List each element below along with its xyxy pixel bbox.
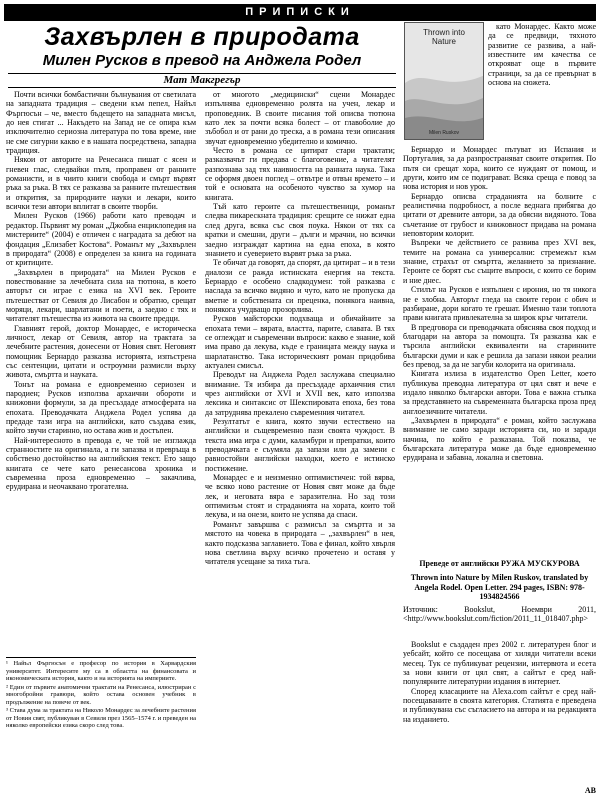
section-banner: ПРИПИСКИ xyxy=(4,4,596,21)
paragraph: Стилът на Русков е изпълнен с ирония, но тя никога не е злобна. Авторът гледа на своите герои с обич и разбиране, дори когато те грешат. Именно тази топлота прави книгата привлекателна за широк кръг читатели. xyxy=(403,285,596,323)
article-column-1 xyxy=(6,90,196,655)
headline: Захвърлен в природата xyxy=(44,23,360,51)
article-column-2 xyxy=(205,90,395,795)
source-link[interactable]: Източник: Bookslut, Ноември 2011, <http://www.bookslut.com/fiction/2011_11_018407.php> xyxy=(403,605,596,624)
paragraph: „Захвърлен в природата“ е роман, който заслужава внимание не само заради историята си, но и заради начина, по който е разказана. Той показва, че българската литература може да бъде едновременно ерудирана и забавна, локална и световна. xyxy=(403,415,596,463)
footnote: ³ Става дума за трактата на Николо Монардес за лечебните растения от Новия свят, публикуван в Севиля през 1565–1574 г. и преведен на няколко европейски езика скоро след това. xyxy=(6,707,196,729)
cover-title-line: Nature xyxy=(431,37,456,46)
paragraph: Bookslut е създаден през 2002 г. литературен блог и уебсайт, който се посещава от хиляди читатели всеки месец. Тук се публикуват рецензии, интервюта и есета за нови книги от цял свят, а сайтът е сред най-популярните литературни издания в интернет. xyxy=(403,640,596,687)
paragraph: Тъй като героите са пътешественици, романът следва пикарескната традиция: срещите се нижат една след друга, всяка със своя поука. Някои от тях са кратки и смешни, други – дълги и мрачни, но всички заедно изграждат картина на една епоха, в която знанието и суеверието вървят ръка за ръка. xyxy=(205,202,395,258)
about-source-note xyxy=(403,640,596,785)
author-initials: АВ xyxy=(584,786,596,795)
cover-title-line: Thrown into xyxy=(423,28,465,37)
article-column-3 xyxy=(403,145,596,556)
paragraph: Монардес е и неизменно оптимистичен: той вярва, че всяко ново растение от Новия свят може да бъде лек, и неговата вяра е заразителна. Но зад този оптимизъм стоят и страданията на хората, които той лекува, и на онези, които не успява да спаси. xyxy=(205,473,395,520)
cover-author: Milen Ruskov xyxy=(428,130,459,136)
paragraph: Най-интересното в превода е, че той не изглажда странностите на оригинала, а ги запазва и превръща в собствено достойнство на английския текст. Ето защо книгата се чете като ренесансова хроника и съвременна проза едновременно – закачлива, ерудирана и неочаквано трогателна. xyxy=(6,435,196,492)
byline: Мат Макгрегър xyxy=(8,73,396,88)
paragraph: Преводът на Анджела Родел заслужава специално внимание. Тя избира да пресъздаде архаичния стил чрез английски от XVI и XVII век, като използва лексика и синтаксис от Шекспировата епоха, без това да затруднява прекалено съвременния читател. xyxy=(205,370,395,417)
paragraph: Те обичат да говорят, да спорят, да цитират – и в тези диалози се ражда истинската енергия на текста. Бернардо е особено сладкодумен: той разказва с наслада за всичко видяно и чуто, като не пропуска да вметне и собствената си преценка, понякога наивна, понякога учудващо прозорлива. xyxy=(205,258,395,314)
paragraph: Главният герой, доктор Монардес, е историческа личност, лекар от Севиля, автор на трактата за лечебните растения, донесени от Новия свят. Неговият помощник Бернардо разказва историята, изпъстрена със сентенции, цитати и остроумни размисли върху живота, смъртта и науката. xyxy=(6,323,196,380)
paragraph: от многото „медицински“ сцени Монардес изпълнява едновременно ролята на учен, лекар и проповедник. В своите писания той описва тютюна като лек за почти всяка болест – от главоболие до зъбобол и от рани до треска, а в романа тези описания звучат едновременно убедително и комично. xyxy=(205,90,395,146)
subheadline: Милен Русков в превод на Анджела Родел xyxy=(42,52,362,69)
book-info: Thrown into Nature by Milen Ruskov, translated by Angela Rodel. Open Letter. 294 pages, ISBN: 978-1934824566 xyxy=(410,573,589,601)
paragraph: Романът завършва с размисъл за смъртта и за мястото на човека в природата – „захвърлен“ в нея, както подсказва заглавието. Това е финал, който хвърля нова светлина върху всичко прочетено и оставя у читателя усещане за тиха тъга. xyxy=(205,519,395,567)
article-column-3-top xyxy=(488,22,596,144)
paragraph: Почти всички бомбастични бълнувания от светилата на западната традиция – сведени към пепел, Найъл Фъргюсън – че, вместо бъдещето на западната мисъл, до нея стигат ... Накъдето на Запад не се опира към изключително сериозна литература по това време, ние не сме сигурни какво е в нашата посредствена, западна традиция. xyxy=(6,90,196,156)
paragraph: като Монардес. Както може да се предвиди, тяхното развитие се развива, а най-известните им качества се открояват още в първите страници, за да се превърнат в основа на сюжета. xyxy=(488,22,596,88)
book-cover-image xyxy=(404,22,484,140)
translator-credit: Преведе от английски РУЖА МУСКУРОВА xyxy=(419,559,580,568)
paragraph: Тонът на романа е едновременно сериозен и пародиен; Русков използва архаични обороти и книжовни формули, за да пресъздаде атмосферата на епохата. Преводачката Анджела Родел успява да предаде тази игра на английски, като създава език, който звучи старинно, но остава жив и достъпен. xyxy=(6,379,196,436)
footnote: ² Един от първите анатомични трактати на Ренесанса, илюстриран с многобройни гравюри, който остава основен учебник в продължение на повече от век. xyxy=(6,683,196,706)
footnote: ¹ Найъл Фъргюсън е професор по история в Харвардския университет. Интересите му са в областта на финансовата и икономическата история, както и на историята на империите. xyxy=(6,660,196,682)
paragraph: Резултатът е книга, която звучи естествено на английски и същевременно пази своята чуждост. В текста има игра с думи, каламбури и препратки, които преводачката е съумяла да запази или да замени с равностойни английски находки, което е истинско постижение. xyxy=(205,417,395,473)
paragraph: В предговора си преводачката обяснява своя подход и благодари на автора за помощта. Тя разказва как е търсила английски еквиваленти на старинните български думи и как е решила да запази някои реалии без превод, за да не загуби колорита на оригинала. xyxy=(403,322,596,369)
paragraph: Въпреки че действието се развива през XVI век, темите на романа са универсални: стремежът към знание, страхът от смъртта, желанието за признание. Героите се борят със същите въпроси, с които се борим и ние днес. xyxy=(403,238,596,285)
paragraph: Бернардо и Монардес пътуват из Испания и Португалия, за да разпространяват своите открития. По пътя си срещат хора, които се нуждаят от помощ, и други, които им се подиграват. Всяка среща е повод за нова история и нов урок. xyxy=(403,145,596,192)
paragraph: Книгата излиза в издателство Open Letter, което публикува преводна литература от цял свят и вече е издало няколко български автори. Това е важна стъпка за представянето на съвременната българска проза пред англоезичните читатели. xyxy=(403,369,596,416)
paragraph: „Захвърлен в природата“ на Милен Русков е повествование за лечебната сила на тютюна, в което авторът си играе с езика на XVI век. Героите пътешестват от Севиля до Лисабон и обратно, срещат моряци, лекари, шарлатани и поети, а заедно с тях и читателят пътешества из живота на своите предци. xyxy=(6,267,196,324)
footnotes xyxy=(6,657,196,796)
paragraph: Русков майсторски подхваща и обичайните за епохата теми – вярата, властта, парите, славата. В тях се оглеждат и съвременни въпроси: какво е знание, кой има право да лекува, къде е границата между наука и шарлатанство. Така историческият роман придобива актуален смисъл. xyxy=(205,314,395,370)
paragraph: Често в романа се цитират стари трактати; разказвачът ги предава с благоговение, а читателят разпознава зад тях наивността на ранната наука. Така се оформя двоен поглед – отвътре и отвън времето – и той е основата на особеното чувство за хумор на книгата. xyxy=(205,146,395,202)
paragraph: Според класациите на Alexa.com сайтът е сред най-посещаваните в своята категория. Статията е преведена и публикувана със съгласието на автора и на редакцията на изданието. xyxy=(403,686,596,724)
cover-title xyxy=(405,28,483,46)
paragraph: Някои от авторите на Ренесанса пишат с ясен и гневен глас, следвайки пътя, проправен от ранните романисти, и в чиито книги свобода и смърт вървят ръка за ръка. В тях се разказва за ранните пътешествия и открития, за природните науки и лекари, които всички тези автори вплитат в своите творби. xyxy=(6,155,196,212)
paragraph: Бернардо описва страданията на болните с реалистична подробност, а после веднага прибягва до цитати от древните автори, за да обясни видяното. Това съчетание от грубост и книжовност придава на романа неповторим колорит. xyxy=(403,191,596,239)
paragraph: Милен Русков (1966) работи като преводач и редактор. Първият му роман „Джобна енциклопедия на мистериите“ (2004) е отличен с наградата за дебют на фондация „Елизабет Костова“. Романът му „Захвърлен в природата“ (2008) е определен за книга на годината от критиците. xyxy=(6,211,196,268)
